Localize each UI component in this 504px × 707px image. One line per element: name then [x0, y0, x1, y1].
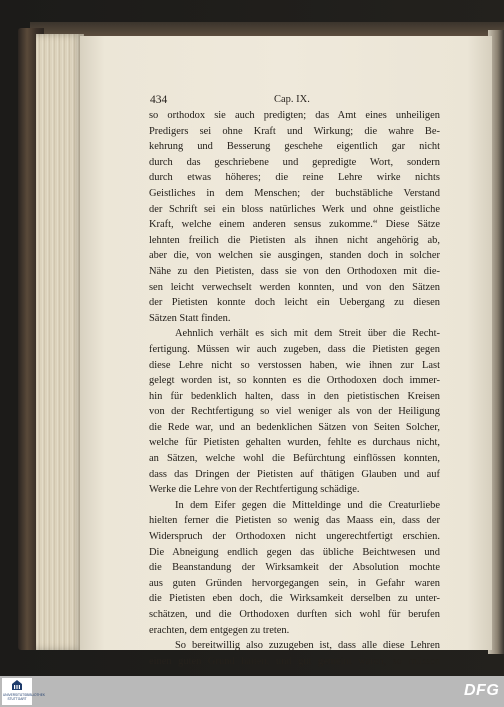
text-line: Aehnlich verhält es sich mit dem Streit über die Recht- [175, 328, 440, 340]
text-line: hin für bedenklich halten, dass in den pietistischen Kreisen [149, 390, 440, 402]
text-line: Nähe zu den Pietisten, dass sie von den Orthodoxen mit die- [149, 265, 440, 277]
text-line: Predigers sei ohne Kraft und Wirkung; die wahre Be- [149, 125, 440, 137]
body-text [149, 108, 440, 669]
text-line: In dem Eifer gegen die Mitteldinge und die Creaturliebe [175, 499, 440, 511]
book-cover-top-edge [30, 22, 504, 36]
text-line: hielten ferner die Pietisten so wenig das Maass ein, dass der [149, 515, 440, 527]
library-logo-text: UNIVERSITÄTSBIBLIOTHEK STUTTGART [3, 693, 45, 701]
text-line: Werke die Lehre von der Rechtfertigung schädige. [149, 484, 360, 496]
dfg-logo[interactable]: DFG [464, 682, 500, 699]
text-line: durch etwas höheres; die reine Lehre wirke nichts [149, 172, 440, 184]
text-line: aber die, von welchen sie ausgingen, standen doch in solcher [149, 250, 440, 262]
text-line: an Sätzen, welche wohl die Befürchtung einflössen konnten, [149, 453, 440, 465]
text-line: die Beanstandung der Wirksamkeit der Absolution mochte [149, 562, 440, 574]
text-line: schätzen, und die Orthodoxen durften sich wohl für berufen [149, 609, 440, 620]
text-line: Geistliches in dem Menschen; der buchstäbliche Verstand [149, 187, 440, 199]
text-line: durch das geschriebene und gepredigte Wort, sondern [149, 156, 440, 168]
text-line: lehnten freilich die Pietisten als ihnen nicht angehörig ab, [149, 234, 440, 246]
text-line: Kraft, welche einem anderen sensus zukomme.“ Diese Sätze [149, 219, 440, 231]
text-line: welche für Pietisten gehalten wurden, fehlte es durchaus nicht, [149, 437, 440, 449]
text-line: Die Abneigung endlich gegen das übliche Beichtwesen und [149, 546, 440, 558]
library-crest-icon [11, 679, 23, 691]
text-line: fertigung. Müssen wir auch zugeben, dass die Pietisten gegen [149, 343, 440, 355]
text-line: die Pietisten eben doch, die Wirksamkeit derselben zu unter- [149, 593, 440, 605]
text-line: die Rede war, und an bedenklichen Sätzen von Seiten Solcher, [149, 421, 440, 433]
library-logo[interactable] [2, 678, 45, 705]
text-line: dass das Dringen der Pietisten auf thätigen Glauben und auf [149, 468, 440, 480]
text-line: der Schrift sei ein bloss natürliches Werk und ohne geistliche [149, 203, 440, 215]
text-line: so orthodox sie auch predigten; das Amt eines unheiligen [149, 110, 440, 121]
text-line: gelegt worden ist, so konnten es die Orthodoxen doch immer- [149, 375, 440, 387]
text-line: von der Rechtfertigung so viel weniger als von der Heiligung [149, 406, 440, 418]
text-line: erachten, dem entgegen zu treten. [149, 624, 290, 636]
text-line: diese Lehre nicht so verstossen haben, wie ihnen zur Last [149, 359, 440, 371]
text-line: einen guten Grund hatten, und gut gemeint waren, so müssen [149, 655, 440, 667]
chapter-title: Cap. IX. [274, 94, 310, 105]
text-line: der Pietisten konnte doch leicht ein Uebergang zu diesen [149, 297, 440, 309]
text-line: Widerspruch der Orthodoxen nicht ungerechtfertigt erschien. [149, 531, 440, 543]
page-stack-edge [36, 34, 84, 650]
viewer-footer-bar [0, 676, 504, 707]
text-line: Sätzen Statt finden. [149, 312, 231, 324]
text-line: sen leicht verwechselt werden konnten, und von den Sätzen [149, 281, 440, 293]
page-number: 434 [150, 94, 168, 106]
text-line: kehrung und Besserung geschehe eigentlich gar nicht [149, 141, 440, 153]
text-line: So bereitwillig also zuzugeben ist, dass alle diese Lehren [175, 640, 440, 652]
text-line: aus guten Gründen hervorgegangen sein, in Gefahr waren [149, 577, 440, 589]
